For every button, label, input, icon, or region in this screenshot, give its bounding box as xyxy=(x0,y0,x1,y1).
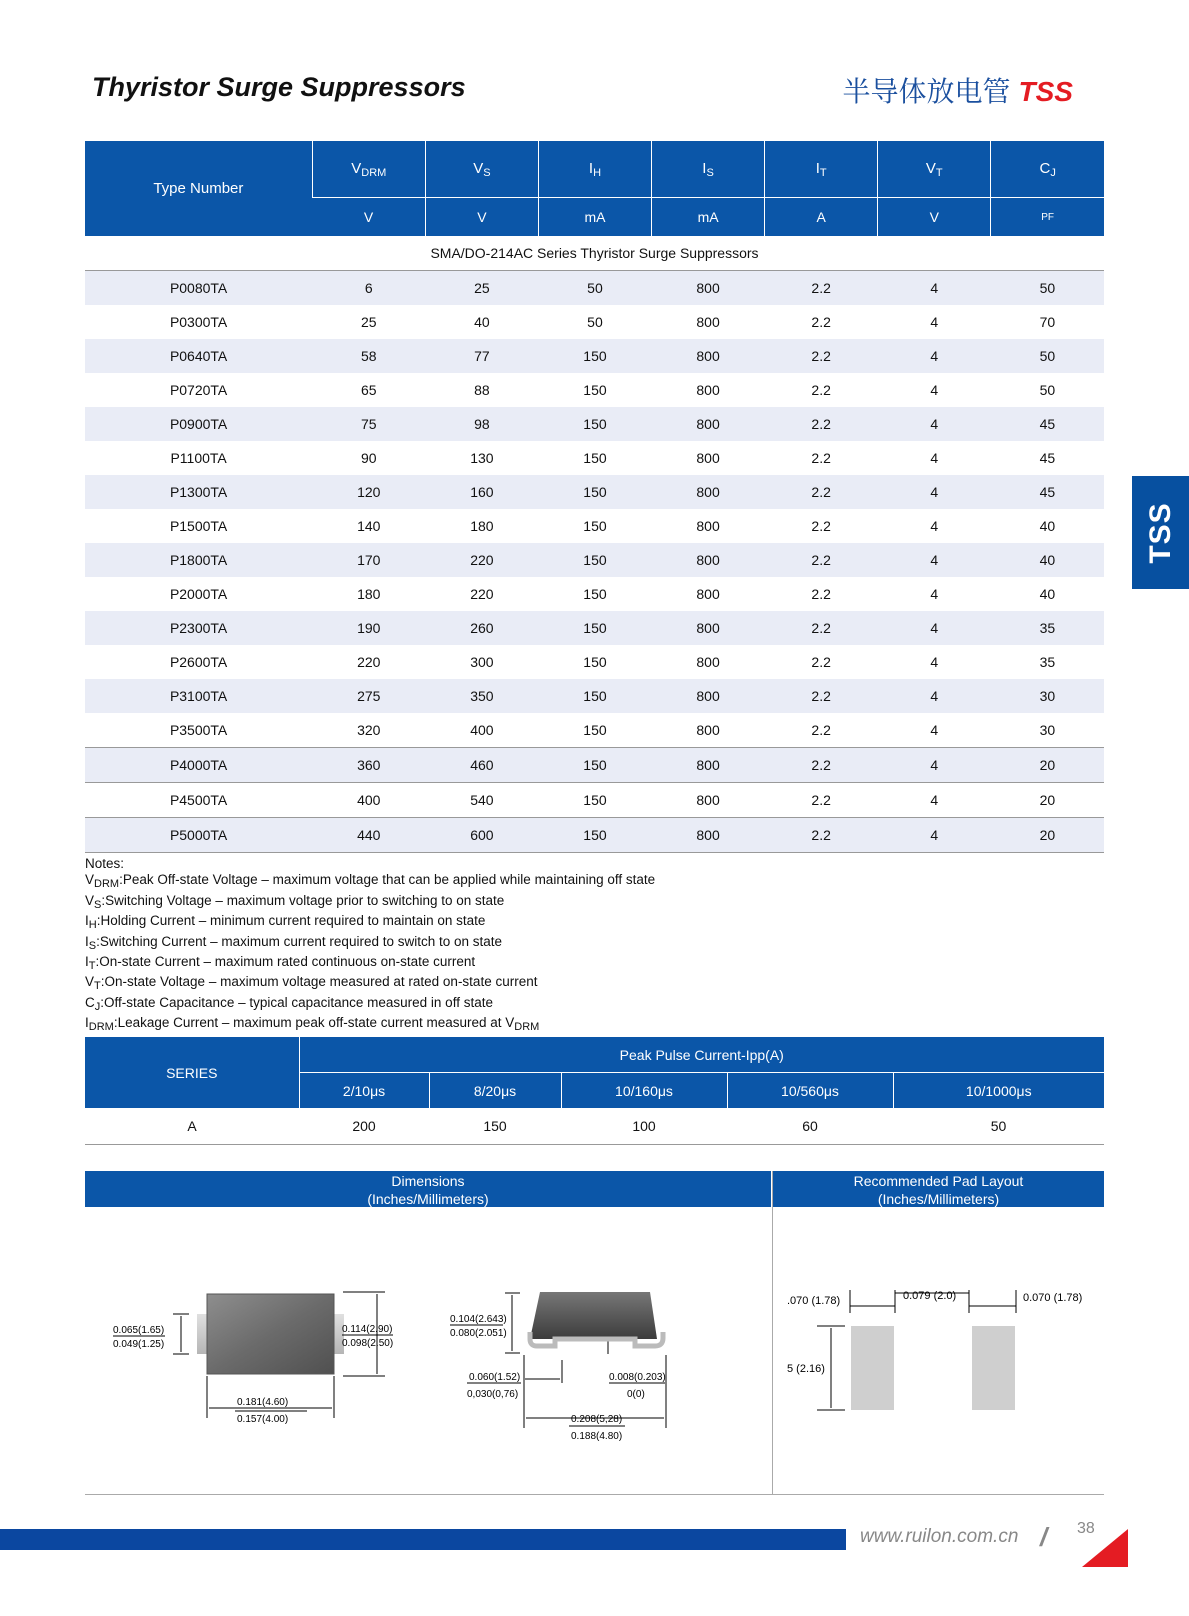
value-cell: 170 xyxy=(312,543,425,577)
table-row xyxy=(85,748,1104,783)
param-symbol: V xyxy=(925,159,936,177)
value-cell: 150 xyxy=(538,407,651,441)
value-cell: 4 xyxy=(878,339,991,373)
pulse-col-header: 2/10μs xyxy=(299,1073,429,1109)
value-cell: 2.2 xyxy=(765,339,878,373)
note-symbol: I xyxy=(85,913,89,929)
value-cell: 4 xyxy=(930,314,939,330)
value-cell: 50 xyxy=(991,271,1104,306)
parameters-table xyxy=(85,141,1104,853)
value-cell: 2.2 xyxy=(765,611,878,645)
label-standoff-min: 0(0) xyxy=(627,1389,645,1400)
value-cell: 800 xyxy=(696,654,720,670)
note-item xyxy=(85,995,655,1015)
pulse-col-header: 10/160μs xyxy=(561,1073,727,1109)
left-pad-shape xyxy=(851,1326,894,1410)
value-cell: 2.2 xyxy=(811,382,831,398)
value-cell: 75 xyxy=(312,407,425,441)
value-cell: 4 xyxy=(878,407,991,441)
note-item xyxy=(85,913,655,933)
pulse-col-header: 10/1000μs xyxy=(893,1073,1104,1109)
value-cell: 4 xyxy=(930,654,939,670)
param-unit-0: V xyxy=(312,198,425,237)
pulse-cell: 150 xyxy=(429,1108,561,1145)
param-symbol: V xyxy=(351,159,362,177)
param-subscript: T xyxy=(819,166,827,179)
value-cell: 300 xyxy=(470,654,494,670)
type-number-cell: P4500TA xyxy=(85,783,312,818)
note-subscript: T xyxy=(94,980,101,993)
table-row xyxy=(85,305,1104,339)
pulse-cell: 200 xyxy=(299,1108,429,1145)
value-cell: 150 xyxy=(583,586,607,602)
label-pad-height: 5 (2.16) xyxy=(787,1363,825,1375)
value-cell: 460 xyxy=(425,748,538,783)
value-cell: 2.2 xyxy=(765,271,878,306)
note-item xyxy=(85,893,655,913)
value-cell: 800 xyxy=(652,475,765,509)
tss-tag: TSS xyxy=(1018,76,1073,107)
label-pad-width-right: 0.070 (1.78) xyxy=(1023,1292,1083,1304)
label-height-min: 0.049(1.25) xyxy=(113,1339,165,1350)
param-header-1 xyxy=(425,141,538,198)
value-cell: 220 xyxy=(357,654,381,670)
table-row xyxy=(85,271,1104,306)
table-row xyxy=(85,373,1104,407)
value-cell: 220 xyxy=(425,543,538,577)
value-cell: 4 xyxy=(930,382,939,398)
table-row xyxy=(85,611,1104,645)
value-cell: 150 xyxy=(538,679,651,713)
value-cell: 540 xyxy=(425,783,538,818)
note-item xyxy=(85,872,655,892)
label-lead-min: 0,030(0,76) xyxy=(467,1389,519,1400)
label-height-max: 0.065(1.65) xyxy=(113,1325,165,1336)
value-cell: 2.2 xyxy=(811,722,831,738)
pulse-current-table xyxy=(85,1037,1104,1145)
note-subscript: J xyxy=(94,1000,101,1013)
table-row xyxy=(85,713,1104,748)
value-cell: 40 xyxy=(474,314,490,330)
footer-triangle-icon xyxy=(1082,1529,1128,1567)
table-row xyxy=(85,1108,1104,1145)
value-cell: 4 xyxy=(878,679,991,713)
note-tail-subscript: DRM xyxy=(514,1021,540,1034)
label-pad-width-left: .070 (1.78) xyxy=(787,1295,841,1307)
table-row xyxy=(85,645,1104,679)
value-cell: 150 xyxy=(538,783,651,818)
value-cell: 2.2 xyxy=(811,654,831,670)
value-cell: 800 xyxy=(652,748,765,783)
param-unit-3: mA xyxy=(652,198,765,237)
side-tab-label: TSS xyxy=(1143,501,1177,564)
series-title: SMA/DO-214AC Series Thyristor Surge Suppressors xyxy=(85,236,1104,271)
note-text: :Off-state Capacitance – typical capacitance measured in off state xyxy=(100,994,493,1010)
note-text: :On-state Voltage – maximum voltage measured at rated on-state current xyxy=(100,974,538,990)
value-cell: 800 xyxy=(652,271,765,306)
value-cell: 45 xyxy=(1039,450,1056,466)
pad-layout-title: Recommended Pad Layout xyxy=(853,1173,1024,1189)
label-overall-min: 0.188(4.80) xyxy=(571,1431,623,1442)
package-side-shape xyxy=(530,1292,657,1339)
note-subscript: DRM xyxy=(94,878,120,891)
note-text: :Leakage Current – maximum peak off-state current measured at V xyxy=(113,1015,515,1031)
value-cell: 150 xyxy=(583,382,607,398)
value-cell: 2.2 xyxy=(765,818,878,853)
note-item xyxy=(85,934,655,954)
value-cell: 4 xyxy=(878,818,991,853)
value-cell: 150 xyxy=(538,339,651,373)
chinese-title-text: 半导体放电管 xyxy=(842,75,1011,108)
value-cell: 800 xyxy=(652,407,765,441)
note-text: :Peak Off-state Voltage – maximum voltage that can be applied while maintaining off state xyxy=(119,872,656,888)
value-cell: 275 xyxy=(312,679,425,713)
series-header: SERIES xyxy=(85,1037,299,1108)
value-cell: 2.2 xyxy=(765,475,878,509)
pulse-cell: A xyxy=(85,1108,299,1145)
value-cell: 2.2 xyxy=(765,748,878,783)
value-cell: 4 xyxy=(930,518,939,534)
value-cell: 20 xyxy=(991,818,1104,853)
param-unit-1: V xyxy=(425,198,538,237)
param-symbol: C xyxy=(1039,159,1051,177)
value-cell: 4 xyxy=(878,783,991,818)
side-tab-tss xyxy=(1132,476,1189,589)
note-text: :Switching Current – maximum current required to switch to on state xyxy=(96,933,503,949)
notes-heading: Notes: xyxy=(85,856,125,871)
page-number: 38 xyxy=(1077,1520,1095,1537)
value-cell: 220 xyxy=(470,586,494,602)
chinese-title xyxy=(843,70,1073,110)
label-lead-max: 0.060(1.52) xyxy=(469,1372,521,1383)
value-cell: 800 xyxy=(652,339,765,373)
value-cell: 150 xyxy=(538,611,651,645)
value-cell: 320 xyxy=(357,722,381,738)
value-cell: 25 xyxy=(425,271,538,306)
param-subscript: J xyxy=(1050,166,1056,179)
value-cell: 120 xyxy=(312,475,425,509)
note-symbol: I xyxy=(85,954,89,970)
value-cell: 2.2 xyxy=(811,450,831,466)
value-cell: 4 xyxy=(878,748,991,783)
value-cell: 800 xyxy=(696,450,720,466)
param-unit-5: V xyxy=(878,198,991,237)
type-number-cell: P0300TA xyxy=(169,314,228,330)
value-cell: 98 xyxy=(425,407,538,441)
param-subscript: S xyxy=(706,166,714,179)
value-cell: 130 xyxy=(470,450,494,466)
label-length-max: 0.181(4.60) xyxy=(237,1397,289,1408)
value-cell: 800 xyxy=(652,783,765,818)
value-cell: 180 xyxy=(470,518,494,534)
type-number-cell: P1300TA xyxy=(85,475,312,509)
param-header-2 xyxy=(538,141,651,198)
value-cell: 30 xyxy=(1039,722,1056,738)
value-cell: 20 xyxy=(991,783,1104,818)
value-cell: 150 xyxy=(538,748,651,783)
label-thickness-min: 0.080(2.051) xyxy=(450,1328,507,1339)
value-cell: 40 xyxy=(1039,586,1056,602)
dimensions-units: (Inches/Millimeters) xyxy=(367,1191,489,1207)
type-number-cell: P0720TA xyxy=(169,382,228,398)
type-number-header: Type Number xyxy=(85,141,312,236)
note-subscript: T xyxy=(88,960,96,973)
value-cell: 2.2 xyxy=(811,518,831,534)
value-cell: 30 xyxy=(991,679,1104,713)
param-symbol: I xyxy=(588,159,594,177)
table-row xyxy=(85,577,1104,611)
pulse-col-header: 8/20μs xyxy=(429,1073,561,1109)
table-row xyxy=(85,818,1104,853)
value-cell: 140 xyxy=(357,518,381,534)
note-symbol: V xyxy=(85,974,95,990)
note-symbol: C xyxy=(85,994,95,1010)
value-cell: 150 xyxy=(583,722,607,738)
value-cell: 88 xyxy=(474,382,490,398)
value-cell: 150 xyxy=(583,450,607,466)
footer-url[interactable]: www.ruilon.com.cn xyxy=(860,1526,1019,1547)
value-cell: 800 xyxy=(696,722,720,738)
page-title: Thyristor Surge Suppressors xyxy=(92,72,466,102)
value-cell: 400 xyxy=(312,783,425,818)
type-number-cell: P2000TA xyxy=(169,586,228,602)
param-header-0 xyxy=(312,141,425,198)
pad-layout-header xyxy=(773,1171,1104,1207)
type-number-cell: P5000TA xyxy=(85,818,312,853)
value-cell: 6 xyxy=(312,271,425,306)
value-cell: 360 xyxy=(312,748,425,783)
value-cell: 180 xyxy=(357,586,381,602)
value-cell: 50 xyxy=(1039,382,1056,398)
footer-slash-icon: / xyxy=(1040,1522,1048,1552)
table-row xyxy=(85,509,1104,543)
footer-bar xyxy=(0,1529,846,1550)
value-cell: 800 xyxy=(652,543,765,577)
type-number-cell: P0640TA xyxy=(85,339,312,373)
left-lead-shape xyxy=(197,1314,207,1354)
type-number-cell: P4000TA xyxy=(85,748,312,783)
value-cell: 600 xyxy=(425,818,538,853)
value-cell: 800 xyxy=(652,611,765,645)
value-cell: 150 xyxy=(583,518,607,534)
peak-pulse-header: Peak Pulse Current-Ipp(A) xyxy=(299,1037,1104,1073)
param-header-4 xyxy=(765,141,878,198)
note-symbol: V xyxy=(85,892,95,908)
note-symbol: I xyxy=(85,1015,89,1031)
value-cell: 440 xyxy=(312,818,425,853)
value-cell: 40 xyxy=(1039,518,1056,534)
note-subscript: S xyxy=(88,939,97,952)
value-cell: 45 xyxy=(991,407,1104,441)
package-body-shape xyxy=(207,1294,334,1374)
pulse-cell: 100 xyxy=(561,1108,727,1145)
type-number-cell: P3500TA xyxy=(169,722,228,738)
param-symbol: I xyxy=(702,159,707,177)
pulse-col-header: 10/560μs xyxy=(727,1073,893,1109)
note-subscript: S xyxy=(94,898,102,911)
value-cell: 4 xyxy=(878,271,991,306)
note-text: :Switching Voltage – maximum voltage prior to switching to on state xyxy=(101,892,505,908)
type-number-cell: P1100TA xyxy=(170,450,227,466)
value-cell: 2.2 xyxy=(765,783,878,818)
value-cell: 2.2 xyxy=(765,679,878,713)
param-symbol: V xyxy=(473,159,484,177)
pulse-cell: 60 xyxy=(727,1108,893,1145)
value-cell: 800 xyxy=(696,518,720,534)
param-header-5 xyxy=(878,141,991,198)
value-cell: 800 xyxy=(696,314,720,330)
type-number-cell: P2600TA xyxy=(169,654,228,670)
param-unit-4: A xyxy=(765,198,878,237)
label-width-min: 0.098(2.50) xyxy=(342,1338,394,1349)
value-cell: 4 xyxy=(878,475,991,509)
param-subscript: H xyxy=(593,166,602,179)
value-cell: 150 xyxy=(538,475,651,509)
note-item xyxy=(85,974,655,994)
note-symbol: V xyxy=(85,872,95,888)
param-subscript: T xyxy=(935,166,943,179)
dimensions-header xyxy=(85,1171,771,1207)
note-item xyxy=(85,1015,655,1035)
param-symbol: I xyxy=(815,159,820,177)
value-cell: 4 xyxy=(930,722,939,738)
value-cell: 800 xyxy=(696,586,720,602)
value-cell: 90 xyxy=(360,450,377,466)
label-overall-max: 0.208(5,28) xyxy=(571,1414,623,1425)
pad-layout-units: (Inches/Millimeters) xyxy=(877,1191,1000,1207)
label-pad-gap: 0.079 (2.0) xyxy=(903,1290,957,1302)
value-cell: 400 xyxy=(470,722,494,738)
param-unit-6: PF xyxy=(991,198,1104,237)
value-cell: 65 xyxy=(360,382,377,398)
type-number-cell: P3100TA xyxy=(85,679,312,713)
table-row xyxy=(85,543,1104,577)
value-cell: 800 xyxy=(652,818,765,853)
type-number-cell: P2300TA xyxy=(85,611,312,645)
value-cell: 4 xyxy=(878,543,991,577)
right-pad-shape xyxy=(972,1326,1015,1410)
table-row xyxy=(85,679,1104,713)
value-cell: 260 xyxy=(425,611,538,645)
table-row xyxy=(85,783,1104,818)
value-cell: 77 xyxy=(425,339,538,373)
value-cell: 150 xyxy=(538,543,651,577)
type-number-cell: P1500TA xyxy=(169,518,228,534)
dimensions-drawing xyxy=(85,1208,771,1492)
value-cell: 160 xyxy=(425,475,538,509)
type-number-cell: P1800TA xyxy=(85,543,312,577)
value-cell: 50 xyxy=(538,271,651,306)
type-number-cell: P0900TA xyxy=(85,407,312,441)
notes xyxy=(85,856,655,1036)
note-subscript: DRM xyxy=(88,1021,114,1034)
value-cell: 800 xyxy=(652,679,765,713)
value-cell: 25 xyxy=(360,314,377,330)
value-cell: 350 xyxy=(425,679,538,713)
pulse-cell: 50 xyxy=(893,1108,1104,1145)
value-cell: 4 xyxy=(930,450,939,466)
note-item xyxy=(85,954,655,974)
value-cell: 150 xyxy=(538,818,651,853)
value-cell: 2.2 xyxy=(765,543,878,577)
value-cell: 150 xyxy=(583,654,607,670)
table-row xyxy=(85,475,1104,509)
value-cell: 4 xyxy=(878,611,991,645)
value-cell: 40 xyxy=(991,543,1104,577)
table-row xyxy=(85,339,1104,373)
table-row xyxy=(85,441,1104,475)
note-text: :On-state Current – maximum rated continuous on-state current xyxy=(95,954,476,970)
param-header-3 xyxy=(652,141,765,198)
dimensions-title: Dimensions xyxy=(391,1173,465,1189)
value-cell: 35 xyxy=(991,611,1104,645)
param-header-6 xyxy=(991,141,1104,198)
param-unit-2: mA xyxy=(538,198,651,237)
label-standoff-max: 0.008(0.203) xyxy=(609,1372,666,1383)
type-number-cell: P0080TA xyxy=(85,271,312,306)
param-subscript: S xyxy=(483,166,491,179)
note-symbol: I xyxy=(85,933,89,949)
note-subscript: H xyxy=(88,919,97,932)
section-bottom-rule xyxy=(85,1494,1104,1495)
note-text: :Holding Current – minimum current required to maintain on state xyxy=(96,913,486,929)
value-cell: 20 xyxy=(991,748,1104,783)
value-cell: 70 xyxy=(1039,314,1056,330)
label-width-max: 0.114(2.90) xyxy=(342,1324,393,1335)
value-cell: 2.2 xyxy=(811,586,831,602)
label-length-min: 0.157(4.00) xyxy=(237,1414,289,1425)
label-thickness-max: 0.104(2.643) xyxy=(450,1314,507,1325)
value-cell: 4 xyxy=(930,586,939,602)
table-row xyxy=(85,407,1104,441)
value-cell: 50 xyxy=(991,339,1104,373)
value-cell: 2.2 xyxy=(811,314,831,330)
value-cell: 190 xyxy=(312,611,425,645)
param-subscript: DRM xyxy=(361,166,387,179)
value-cell: 35 xyxy=(1039,654,1056,670)
value-cell: 45 xyxy=(991,475,1104,509)
value-cell: 50 xyxy=(587,314,603,330)
pad-layout-drawing xyxy=(773,1208,1104,1492)
value-cell: 2.2 xyxy=(765,407,878,441)
value-cell: 58 xyxy=(312,339,425,373)
value-cell: 800 xyxy=(696,382,720,398)
